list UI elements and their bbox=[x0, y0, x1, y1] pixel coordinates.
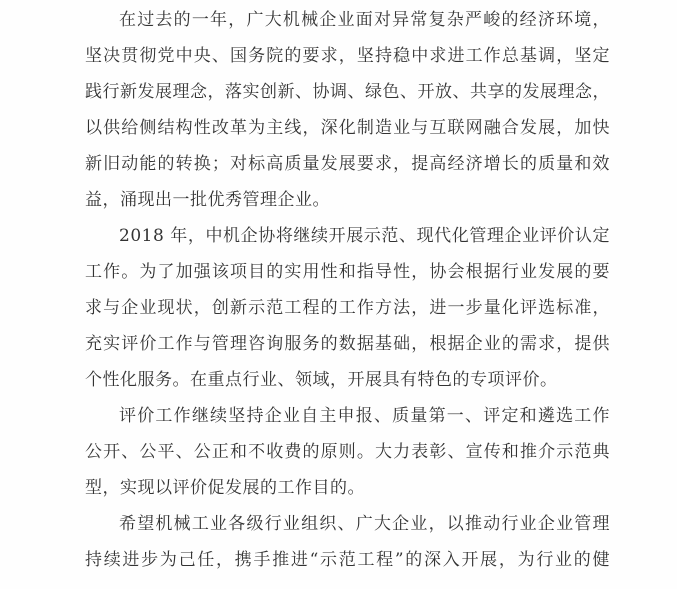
paragraph-4 bbox=[85, 506, 610, 578]
paragraph-3 bbox=[85, 398, 610, 506]
text-line: 公开、公平、公正和不收费的原则。大力表彰、宣传和推介示范典 bbox=[85, 442, 610, 462]
text-line: 评价工作继续坚持企业自主申报、质量第一、评定和遴选工作 bbox=[119, 406, 610, 426]
text-line: 工作。为了加强该项目的实用性和指导性，协会根据行业发展的要 bbox=[85, 262, 610, 282]
text-line: 践行新发展理念，落实创新、协调、绿色、开放、共享的发展理念， bbox=[85, 82, 610, 102]
text-line: 个性化服务。在重点行业、领域，开展具有特色的专项评价。 bbox=[85, 370, 558, 390]
paragraph-2 bbox=[85, 218, 610, 398]
text-line: 新旧动能的转换；对标高质量发展要求，提高经济增长的质量和效 bbox=[85, 154, 610, 174]
text-line: 求与企业现状，创新示范工程的工作方法，进一步量化评选标准， bbox=[85, 298, 610, 318]
text-line: 以供给侧结构性改革为主线，深化制造业与互联网融合发展，加快 bbox=[85, 118, 610, 138]
text-line: 希望机械工业各级行业组织、广大企业，以推动行业企业管理 bbox=[119, 514, 610, 534]
text-line: 2018 年，中机企协将继续开展示范、现代化管理企业评价认定 bbox=[119, 226, 610, 246]
document-body bbox=[85, 2, 610, 578]
text-line: 持续进步为己任，携手推进“示范工程”的深入开展，为行业的健 bbox=[85, 550, 610, 570]
text-line: 在过去的一年，广大机械企业面对异常复杂严峻的经济环境， bbox=[119, 10, 610, 30]
text-line: 坚决贯彻党中央、国务院的要求，坚持稳中求进工作总基调，坚定 bbox=[85, 46, 610, 66]
text-line: 益，涌现出一批优秀管理企业。 bbox=[85, 190, 330, 210]
text-line: 型，实现以评价促发展的工作目的。 bbox=[85, 478, 365, 498]
paragraph-1 bbox=[85, 2, 610, 218]
text-line: 充实评价工作与管理咨询服务的数据基础，根据企业的需求，提供 bbox=[85, 334, 610, 354]
